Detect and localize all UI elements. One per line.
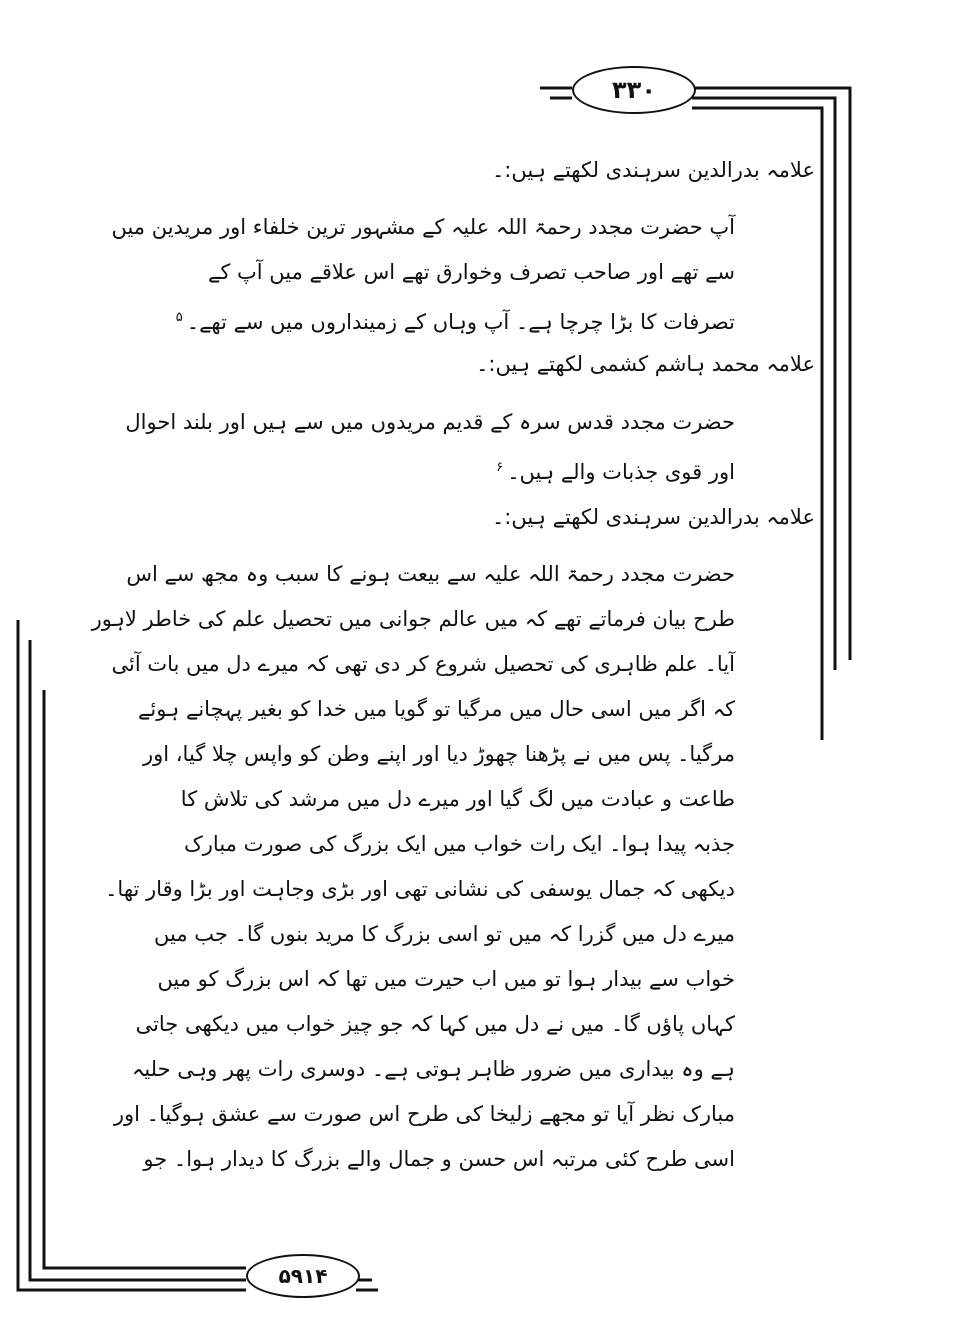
quote2-line: اور قوی جذبات والے ہیں۔$^۶$	[496, 460, 735, 484]
heading-badruddin-2: علامہ بدرالدین سرہندی لکھتے ہیں:۔	[491, 505, 815, 529]
quote3-line: طاعت و عبادت میں لگ گیا اور میرے دل میں مرشد کی تلاش کا	[180, 787, 735, 811]
quote3-line: مرگیا۔ پس میں نے پڑھنا چھوڑ دیا اور اپنے وطن کو واپس چلا گیا، اور	[142, 742, 735, 766]
page-number: ۳۳۰	[572, 66, 696, 114]
quote3-line: جذبہ پیدا ہوا۔ ایک رات خواب میں ایک بزرگ کی صورت مبارک	[184, 832, 735, 856]
footnote-marker: ۵	[175, 310, 183, 325]
quote3-line: خواب سے بیدار ہوا تو میں اب حیرت میں تھا کہ اس بزرگ کو میں	[157, 967, 735, 991]
quote3-line: طرح بیان فرماتے تھے کہ میں عالم جوانی میں تحصیل علم کی خاطر لاہور	[91, 607, 735, 631]
quote3-line: اسی طرح کئی مرتبہ اس حسن و جمال والے بزرگ کا دیدار ہوا۔ جو	[143, 1147, 735, 1171]
footnote-marker: ۶	[496, 460, 504, 475]
quote-block-3	[91, 552, 735, 1182]
heading-badruddin-1: علامہ بدرالدین سرہندی لکھتے ہیں:۔	[491, 158, 815, 182]
quote3-line: آیا۔ علم ظاہری کی تحصیل شروع کر دی تھی کہ میرے دل میں بات آئی	[111, 652, 735, 676]
quote3-line: مبارک نظر آیا تو مجھے زلیخا کی طرح اس صورت سے عشق ہوگیا۔ اور	[113, 1102, 735, 1126]
quote1-line: آپ حضرت مجدد رحمۃ اللہ علیہ کے مشہور ترین خلفاء اور مریدین میں	[111, 215, 735, 239]
quote-block-1	[111, 205, 735, 340]
quote3-line: دیکھی کہ جمال یوسفی کی نشانی تھی اور بڑی وجاہت اور بڑا وقار تھا۔	[105, 877, 735, 901]
heading-hashim-kishmi: علامہ محمد ہاشم کشمی لکھتے ہیں:۔	[476, 352, 815, 376]
quote1-line: سے تھے اور صاحب تصرف وخوارق تھے اس علاقے میں آپ کے	[208, 260, 735, 284]
quote3-line: کہ اگر میں اسی حال میں مرگیا تو گویا میں خدا کو بغیر پہچانے ہوئے	[138, 697, 735, 721]
quote3-line: میرے دل میں گزرا کہ میں تو اسی بزرگ کا مرید بنوں گا۔ جب میں	[154, 922, 735, 946]
quote3-line: کہاں پاؤں گا۔ میں نے دل میں کہا کہ جو چیز خواب میں دیکھی جاتی	[135, 1012, 735, 1036]
quote1-line: تصرفات کا بڑا چرچا ہے۔ آپ وہاں کے زمینداروں میں سے تھے۔$^۵$	[175, 310, 735, 334]
footer-number: ۵۹۱۴	[246, 1254, 360, 1298]
quote3-line: ہے وہ بیداری میں ضرور ظاہر ہوتی ہے۔ دوسری رات پھر وہی حلیہ	[132, 1057, 735, 1081]
quote2-line: حضرت مجدد قدس سرہ کے قدیم مریدوں میں سے ہیں اور بلند احوال	[125, 410, 735, 434]
quote3-line: حضرت مجدد رحمۃ اللہ علیہ سے بیعت ہونے کا سبب وہ مجھ سے اس	[126, 562, 735, 586]
quote-block-2	[125, 400, 735, 490]
